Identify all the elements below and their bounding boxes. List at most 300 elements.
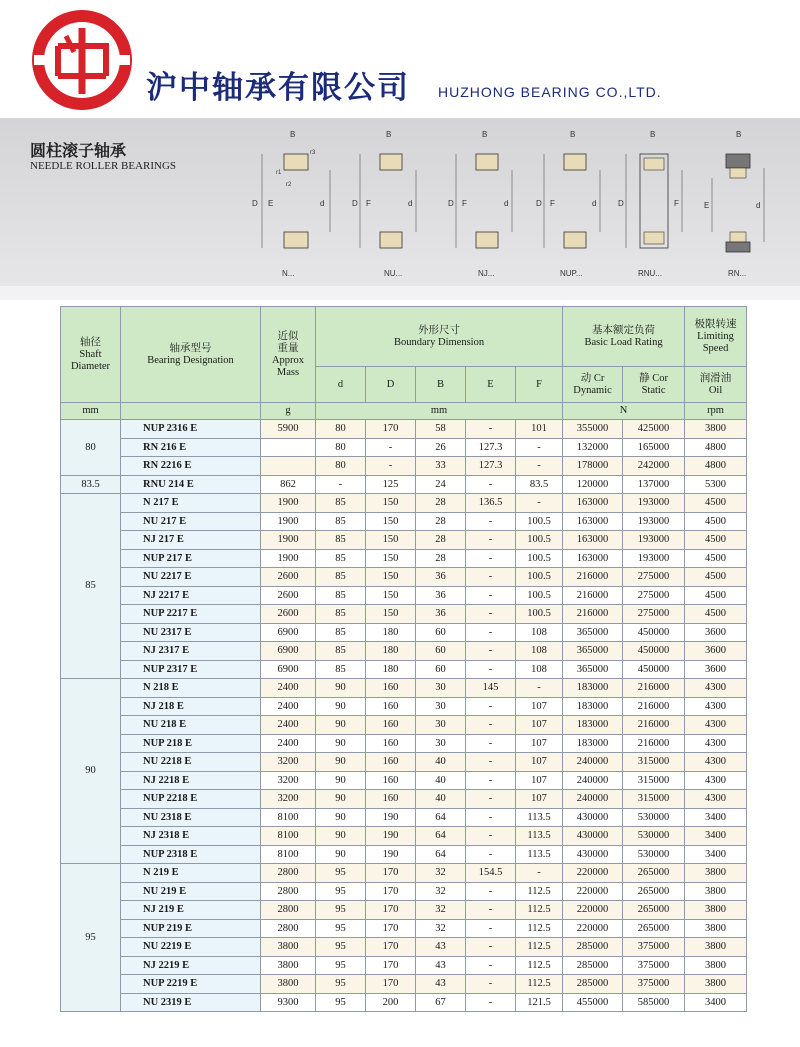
designation-cell: NU 219 E [121,882,261,901]
value-cell: 85 [316,660,366,679]
value-cell: 120000 [563,475,623,494]
svg-text:F: F [550,199,555,208]
value-cell: 2800 [261,882,316,901]
header-shaft: 轴径 Shaft Diameter [61,307,121,403]
svg-text:d: d [756,201,761,210]
table-row [61,679,747,698]
designation-cell: NUP 2218 E [121,790,261,809]
value-cell: - [366,457,416,476]
diagram-label-rnu: RNU... [638,269,662,278]
value-cell: 163000 [563,494,623,513]
designation-cell: NJ 218 E [121,697,261,716]
table-row [61,475,747,494]
header-E: E [466,367,516,403]
value-cell: 95 [316,864,366,883]
shaft-diameter-cell: 90 [61,679,121,864]
value-cell: 113.5 [516,827,563,846]
value-cell: 530000 [623,845,685,864]
value-cell: 112.5 [516,919,563,938]
table-row [61,882,747,901]
designation-cell: NJ 2217 E [121,586,261,605]
value-cell: 5300 [685,475,747,494]
designation-cell: NUP 2318 E [121,845,261,864]
svg-text:D: D [252,199,258,208]
value-cell: 127.3 [466,438,516,457]
value-cell: 36 [416,568,466,587]
value-cell: 85 [316,568,366,587]
value-cell: 2400 [261,679,316,698]
value-cell: 170 [366,956,416,975]
value-cell: 183000 [563,734,623,753]
value-cell: 2600 [261,605,316,624]
table-row [61,827,747,846]
dim-b-label: B [290,130,296,139]
value-cell: 4500 [685,586,747,605]
value-cell: 265000 [623,901,685,920]
value-cell: 28 [416,494,466,513]
value-cell: 160 [366,697,416,716]
value-cell: 90 [316,734,366,753]
value-cell: 180 [366,642,416,661]
table-row [61,771,747,790]
value-cell: 58 [416,420,466,439]
value-cell: 4500 [685,605,747,624]
value-cell: 4800 [685,457,747,476]
value-cell: 6900 [261,642,316,661]
value-cell: 150 [366,531,416,550]
value-cell: 180 [366,623,416,642]
value-cell: 40 [416,790,466,809]
value-cell: 355000 [563,420,623,439]
value-cell: 150 [366,494,416,513]
value-cell: 100.5 [516,512,563,531]
value-cell: 1900 [261,494,316,513]
designation-cell: NUP 217 E [121,549,261,568]
value-cell: 121.5 [516,993,563,1012]
table-row [61,586,747,605]
value-cell: 4500 [685,512,747,531]
table-row [61,845,747,864]
value-cell: 455000 [563,993,623,1012]
value-cell: 365000 [563,623,623,642]
value-cell: 4300 [685,716,747,735]
value-cell: 132000 [563,438,623,457]
value-cell: 3800 [685,420,747,439]
value-cell: 136.5 [466,494,516,513]
value-cell: 242000 [623,457,685,476]
value-cell: 3800 [685,975,747,994]
value-cell: - [466,420,516,439]
designation-cell: NUP 219 E [121,919,261,938]
value-cell: 1900 [261,512,316,531]
value-cell: 32 [416,882,466,901]
value-cell: 2800 [261,864,316,883]
value-cell: 4300 [685,771,747,790]
svg-text:D: D [448,199,454,208]
value-cell: 160 [366,753,416,772]
value-cell: 216000 [623,679,685,698]
section-title-en: NEEDLE ROLLER BEARINGS [30,160,177,172]
value-cell: 6900 [261,660,316,679]
value-cell: 4300 [685,734,747,753]
value-cell: 107 [516,697,563,716]
value-cell: 425000 [623,420,685,439]
designation-cell: NU 2317 E [121,623,261,642]
bearing-table [60,306,747,1012]
value-cell: - [466,512,516,531]
value-cell: 95 [316,938,366,957]
value-cell: 100.5 [516,549,563,568]
diagram-nup [536,130,600,278]
value-cell: 107 [516,734,563,753]
value-cell: 170 [366,882,416,901]
value-cell: 170 [366,901,416,920]
value-cell: 150 [366,549,416,568]
value-cell: 64 [416,845,466,864]
value-cell: - [466,790,516,809]
value-cell: 100.5 [516,531,563,550]
svg-text:E: E [268,199,274,208]
value-cell: 95 [316,901,366,920]
table-row [61,531,747,550]
table-row [61,697,747,716]
value-cell: 365000 [563,660,623,679]
value-cell: 107 [516,771,563,790]
value-cell: 430000 [563,845,623,864]
value-cell: 160 [366,679,416,698]
designation-cell: N 218 E [121,679,261,698]
value-cell: 95 [316,975,366,994]
value-cell: 150 [366,605,416,624]
value-cell: 450000 [623,642,685,661]
value-cell: - [466,660,516,679]
svg-text:r3: r3 [310,150,316,156]
value-cell: 240000 [563,753,623,772]
value-cell: 100.5 [516,605,563,624]
company-name-en: HUZHONG BEARING CO.,LTD. [438,84,662,100]
value-cell: 28 [416,549,466,568]
value-cell: 125 [366,475,416,494]
value-cell: 90 [316,716,366,735]
value-cell: 170 [366,975,416,994]
value-cell: 170 [366,919,416,938]
table-row [61,993,747,1012]
value-cell: 220000 [563,882,623,901]
value-cell: - [466,827,516,846]
value-cell: 90 [316,771,366,790]
value-cell: 90 [316,679,366,698]
value-cell: 64 [416,827,466,846]
unit-g: g [261,403,316,420]
header-B: B [416,367,466,403]
table-row [61,790,747,809]
designation-cell: NU 2318 E [121,808,261,827]
unit-mm-dim: mm [316,403,563,420]
table-row [61,660,747,679]
designation-cell: NJ 219 E [121,901,261,920]
value-cell: 160 [366,790,416,809]
value-cell: 265000 [623,919,685,938]
value-cell: 183000 [563,716,623,735]
value-cell: 9300 [261,993,316,1012]
value-cell: 375000 [623,938,685,957]
value-cell: 216000 [623,734,685,753]
value-cell: 4500 [685,531,747,550]
table-row [61,956,747,975]
value-cell: 32 [416,901,466,920]
value-cell: 285000 [563,956,623,975]
value-cell: 3400 [685,845,747,864]
value-cell: 150 [366,512,416,531]
value-cell: 2400 [261,716,316,735]
table-row [61,605,747,624]
value-cell: 3200 [261,790,316,809]
svg-text:d: d [592,199,597,208]
designation-cell: NUP 2316 E [121,420,261,439]
value-cell: 113.5 [516,845,563,864]
value-cell: 240000 [563,771,623,790]
value-cell: 60 [416,642,466,661]
section-title-cn: 圆柱滚子轴承 [30,141,127,160]
svg-text:d: d [408,199,413,208]
value-cell: 190 [366,827,416,846]
value-cell: 315000 [623,771,685,790]
value-cell: 220000 [563,901,623,920]
designation-cell: NUP 2317 E [121,660,261,679]
value-cell: - [466,808,516,827]
value-cell: 160 [366,771,416,790]
table-row [61,808,747,827]
value-cell: 4300 [685,697,747,716]
value-cell: 375000 [623,956,685,975]
value-cell: 90 [316,790,366,809]
value-cell: - [466,716,516,735]
table-row [61,938,747,957]
value-cell: 85 [316,549,366,568]
value-cell: 85 [316,494,366,513]
designation-cell: NUP 2219 E [121,975,261,994]
svg-text:F: F [674,199,679,208]
value-cell: 85 [316,605,366,624]
value-cell: 315000 [623,790,685,809]
value-cell: 90 [316,753,366,772]
value-cell: 112.5 [516,882,563,901]
value-cell: 5900 [261,420,316,439]
value-cell: 4300 [685,753,747,772]
value-cell: 4300 [685,790,747,809]
designation-cell: NUP 218 E [121,734,261,753]
value-cell: 112.5 [516,938,563,957]
designation-cell: NUP 2217 E [121,605,261,624]
header-designation: 轴承型号 Bearing Designation [121,307,261,403]
value-cell: 28 [416,512,466,531]
unit-blank [121,403,261,420]
value-cell: 100.5 [516,568,563,587]
value-cell: 1900 [261,549,316,568]
table-row [61,512,747,531]
unit-rpm: rpm [685,403,747,420]
company-logo-icon [28,6,136,114]
value-cell: - [516,438,563,457]
value-cell [261,457,316,476]
value-cell: 3600 [685,623,747,642]
designation-cell: N 217 E [121,494,261,513]
page-header [0,0,800,118]
value-cell: 3800 [261,956,316,975]
value-cell: 3800 [261,975,316,994]
value-cell: 43 [416,956,466,975]
value-cell: 95 [316,956,366,975]
value-cell: 30 [416,716,466,735]
value-cell: 101 [516,420,563,439]
value-cell: - [466,586,516,605]
table-row [61,864,747,883]
value-cell: 3400 [685,993,747,1012]
value-cell: - [466,568,516,587]
value-cell: 190 [366,845,416,864]
diagram-label-nu: NU... [384,269,403,278]
value-cell: 450000 [623,660,685,679]
diagram-nu [352,130,416,278]
value-cell: 862 [261,475,316,494]
value-cell: 85 [316,623,366,642]
table-row [61,901,747,920]
header-oil: 润滑油 Oil [685,367,747,403]
unit-n: N [563,403,685,420]
table-row [61,975,747,994]
value-cell: 3400 [685,808,747,827]
value-cell: 216000 [563,605,623,624]
svg-text:F: F [462,199,467,208]
value-cell: 163000 [563,531,623,550]
value-cell: 3800 [261,938,316,957]
value-cell: - [466,623,516,642]
value-cell: 193000 [623,531,685,550]
value-cell: 67 [416,993,466,1012]
value-cell: 4800 [685,438,747,457]
table-body [61,420,747,1012]
table-row [61,568,747,587]
value-cell: 36 [416,605,466,624]
designation-cell: RN 2216 E [121,457,261,476]
value-cell: - [466,771,516,790]
value-cell: 154.5 [466,864,516,883]
value-cell: 90 [316,808,366,827]
value-cell: 100.5 [516,586,563,605]
value-cell: 150 [366,586,416,605]
diagram-rnu [618,130,682,278]
table-row [61,420,747,439]
designation-cell: NJ 2318 E [121,827,261,846]
designation-cell: NJ 217 E [121,531,261,550]
designation-cell: NU 2219 E [121,938,261,957]
value-cell: 85 [316,531,366,550]
value-cell: 8100 [261,845,316,864]
value-cell: 165000 [623,438,685,457]
table-row [61,549,747,568]
value-cell: 193000 [623,494,685,513]
value-cell: 85 [316,512,366,531]
designation-cell: RNU 214 E [121,475,261,494]
designation-cell: NU 2218 E [121,753,261,772]
value-cell: 163000 [563,549,623,568]
table-row [61,623,747,642]
value-cell: 160 [366,734,416,753]
value-cell: 32 [416,864,466,883]
value-cell: 30 [416,679,466,698]
value-cell: 3800 [685,864,747,883]
value-cell: 285000 [563,975,623,994]
value-cell: 85 [316,642,366,661]
value-cell: 150 [366,568,416,587]
value-cell: 2800 [261,919,316,938]
header-dimension: 外形尺寸 Boundary Dimension [316,307,563,367]
header-cor: 静 Cor Static [623,367,685,403]
table-row [61,919,747,938]
value-cell: 216000 [563,568,623,587]
value-cell: 90 [316,845,366,864]
value-cell: 3600 [685,660,747,679]
value-cell: 8100 [261,808,316,827]
value-cell: 180 [366,660,416,679]
value-cell: 64 [416,808,466,827]
designation-cell: NJ 2219 E [121,956,261,975]
diagram-label-rn: RN... [728,269,747,278]
value-cell: 107 [516,753,563,772]
value-cell: 2600 [261,568,316,587]
value-cell: 3800 [685,901,747,920]
value-cell: 4500 [685,494,747,513]
svg-text:B: B [736,130,742,139]
value-cell: 43 [416,938,466,957]
value-cell: 108 [516,660,563,679]
value-cell: - [466,531,516,550]
value-cell: - [466,475,516,494]
value-cell: 285000 [563,938,623,957]
diagram-n [252,130,330,278]
value-cell: 107 [516,716,563,735]
value-cell [261,438,316,457]
header-F: F [516,367,563,403]
value-cell: 28 [416,531,466,550]
value-cell: 3400 [685,827,747,846]
unit-mm: mm [61,403,121,420]
value-cell: 275000 [623,568,685,587]
value-cell: 530000 [623,827,685,846]
value-cell: 178000 [563,457,623,476]
value-cell: 60 [416,623,466,642]
value-cell: 95 [316,993,366,1012]
value-cell: 315000 [623,753,685,772]
table-row [61,494,747,513]
value-cell: 113.5 [516,808,563,827]
bearing-table-wrap [60,306,746,1012]
value-cell: 530000 [623,808,685,827]
shaft-diameter-cell: 85 [61,494,121,679]
table-row [61,642,747,661]
designation-cell: N 219 E [121,864,261,883]
header-speed: 极限转速 Limiting Speed [685,307,747,367]
svg-text:r2: r2 [286,182,292,188]
value-cell: 220000 [563,864,623,883]
value-cell: 430000 [563,827,623,846]
value-cell: 265000 [623,882,685,901]
value-cell: - [466,605,516,624]
value-cell: 2400 [261,697,316,716]
designation-cell: NU 217 E [121,512,261,531]
value-cell: - [466,845,516,864]
value-cell: 170 [366,938,416,957]
